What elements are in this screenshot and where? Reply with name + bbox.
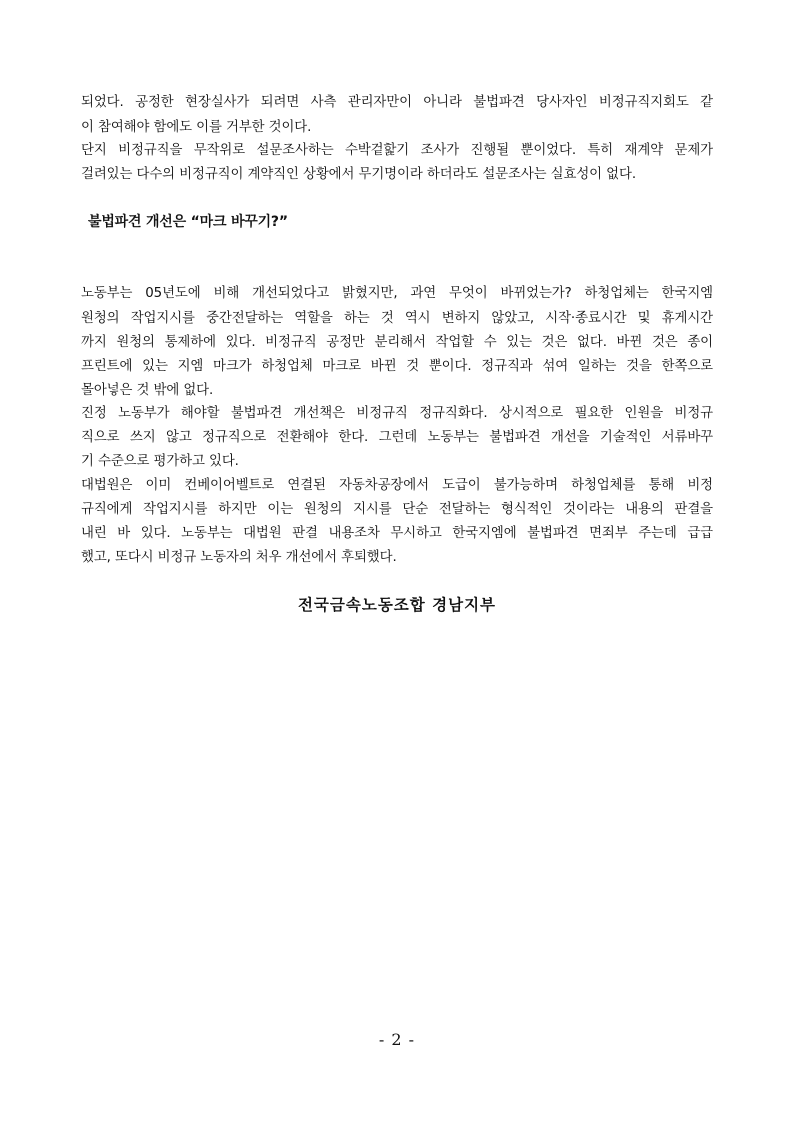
text-line: 기 수준으로 평가하고 있다. xyxy=(81,454,239,469)
text-line: 했고, 또다시 비정규 노동자의 처우 개선에서 후퇴했다. xyxy=(81,550,397,565)
text-line: 까지 원청의 통제하에 있다. 비정규직 공정만 분리해서 작업할 수 있는 것은 없다. 바뀐 것은 종이 xyxy=(81,335,713,350)
organization-signature: 전국금속노동조합 경남지부 xyxy=(297,596,497,614)
text-line: 원청의 작업지시를 중간전달하는 역할을 하는 것 역시 변하지 않았고, 시작·종료시간 및 휴게시간 xyxy=(81,311,713,326)
text-line: 되었다. 공정한 현장실사가 되려면 사측 관리자만이 아니라 불법파견 당사자인 비정규직지회도 같 xyxy=(81,95,713,110)
text-line: 노동부는 05년도에 비해 개선되었다고 밝혔지만, 과연 무엇이 바뀌었는가? 하청업체는 한국지엠 xyxy=(81,286,713,301)
text-line: 단지 비정규직을 무작위로 설문조사하는 수박겉핥기 조사가 진행될 뿐이었다. 특히 재계약 문제가 xyxy=(81,143,713,158)
page-number: - 2 - xyxy=(378,1030,416,1049)
text-line: 규직에게 작업지시를 하지만 이는 원청의 지시를 단순 전달하는 형식적인 것이라는 내용의 판결을 xyxy=(81,502,713,517)
section-heading: 불법파견 개선은 “마크 바꾸기?” xyxy=(88,214,288,230)
text-line: 몰아넣은 것 밖에 없다. xyxy=(81,383,214,398)
text-line: 대법원은 이미 컨베이어벨트로 연결된 자동차공장에서 도급이 불가능하며 하청업체를 통해 비정 xyxy=(81,478,713,493)
text-line: 직으로 쓰지 않고 정규직으로 전환해야 한다. 그런데 노동부는 불법파견 개선을 기술적인 서류바꾸 xyxy=(81,430,713,445)
text-line: 걸려있는 다수의 비정규직이 계약직인 상황에서 무기명이라 하더라도 설문조사는 실효성이 없다. xyxy=(81,167,636,182)
text-line: 프린트에 있는 지엠 마크가 하청업체 마크로 바뀐 것 뿐이다. 정규직과 섞여 일하는 것을 한쪽으로 xyxy=(81,359,713,374)
text-line: 이 참여해야 함에도 이를 거부한 것이다. xyxy=(81,120,312,135)
text-line: 내린 바 있다. 노동부는 대법원 판결 내용조차 무시하고 한국지엠에 불법파견 면죄부 주는데 급급 xyxy=(81,526,713,541)
text-line: 진정 노동부가 해야할 불법파견 개선책은 비정규직 정규직화다. 상시적으로 필요한 인원을 비정규 xyxy=(81,406,713,421)
